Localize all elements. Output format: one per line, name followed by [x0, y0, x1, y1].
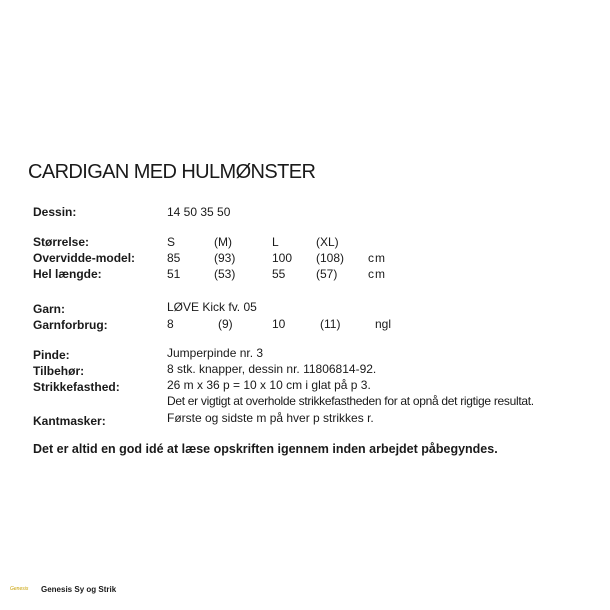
edge-label: Kantmasker: — [33, 414, 106, 428]
needles-label: Pinde: — [33, 348, 70, 362]
size-label: Størrelse: — [33, 235, 90, 249]
yarn-label: Garn: — [33, 302, 66, 316]
edge-value: Første og sidste m på hver p strikkes r. — [167, 411, 374, 425]
yarn-usage-value: 8 — [167, 317, 174, 331]
chest-value: 85 — [167, 251, 181, 265]
length-value: (57) — [316, 267, 338, 281]
advice-note: Det er altid en god idé at læse opskriften igennem inden arbejdet påbegyndes. — [33, 442, 498, 456]
size-m: (M) — [214, 235, 232, 249]
chest-unit: cm — [368, 251, 386, 265]
dessin-label: Dessin: — [33, 205, 77, 219]
size-xl: (XL) — [316, 235, 339, 249]
yarn-usage-value: 10 — [272, 317, 286, 331]
gauge-note: Det er vigtigt at overholde strikkefastheden for at opnå det rigtige resultat. — [167, 394, 534, 408]
dessin-value: 14 50 35 50 — [167, 205, 231, 219]
chest-value: 100 — [272, 251, 293, 265]
pattern-title: CARDIGAN MED HULMØNSTER — [28, 161, 316, 183]
size-l: L — [272, 235, 279, 249]
length-unit: cm — [368, 267, 386, 281]
footer-brand: Genesis Sy og Strik — [41, 585, 117, 594]
length-value: 55 — [272, 267, 286, 281]
length-label: Hel længde: — [33, 267, 102, 281]
yarn-value: LØVE Kick fv. 05 — [167, 300, 257, 314]
length-value: 51 — [167, 267, 181, 281]
accessories-label: Tilbehør: — [33, 364, 85, 378]
genesis-logo: Genesis — [10, 586, 29, 592]
yarn-usage-value: (9) — [218, 317, 233, 331]
chest-value: (93) — [214, 251, 236, 265]
length-value: (53) — [214, 267, 236, 281]
size-s: S — [167, 235, 176, 249]
gauge-value: 26 m x 36 p = 10 x 10 cm i glat på p 3. — [167, 378, 371, 392]
accessories-value: 8 stk. knapper, dessin nr. 11806814-92. — [167, 362, 377, 376]
gauge-label: Strikkefasthed: — [33, 380, 120, 394]
chest-label: Overvidde-model: — [33, 251, 136, 265]
needles-value: Jumperpinde nr. 3 — [167, 346, 264, 360]
yarn-usage-label: Garnforbrug: — [33, 318, 108, 332]
yarn-usage-value: (11) — [320, 317, 341, 331]
chest-value: (108) — [316, 251, 345, 265]
yarn-usage-unit: ngl — [375, 317, 392, 331]
